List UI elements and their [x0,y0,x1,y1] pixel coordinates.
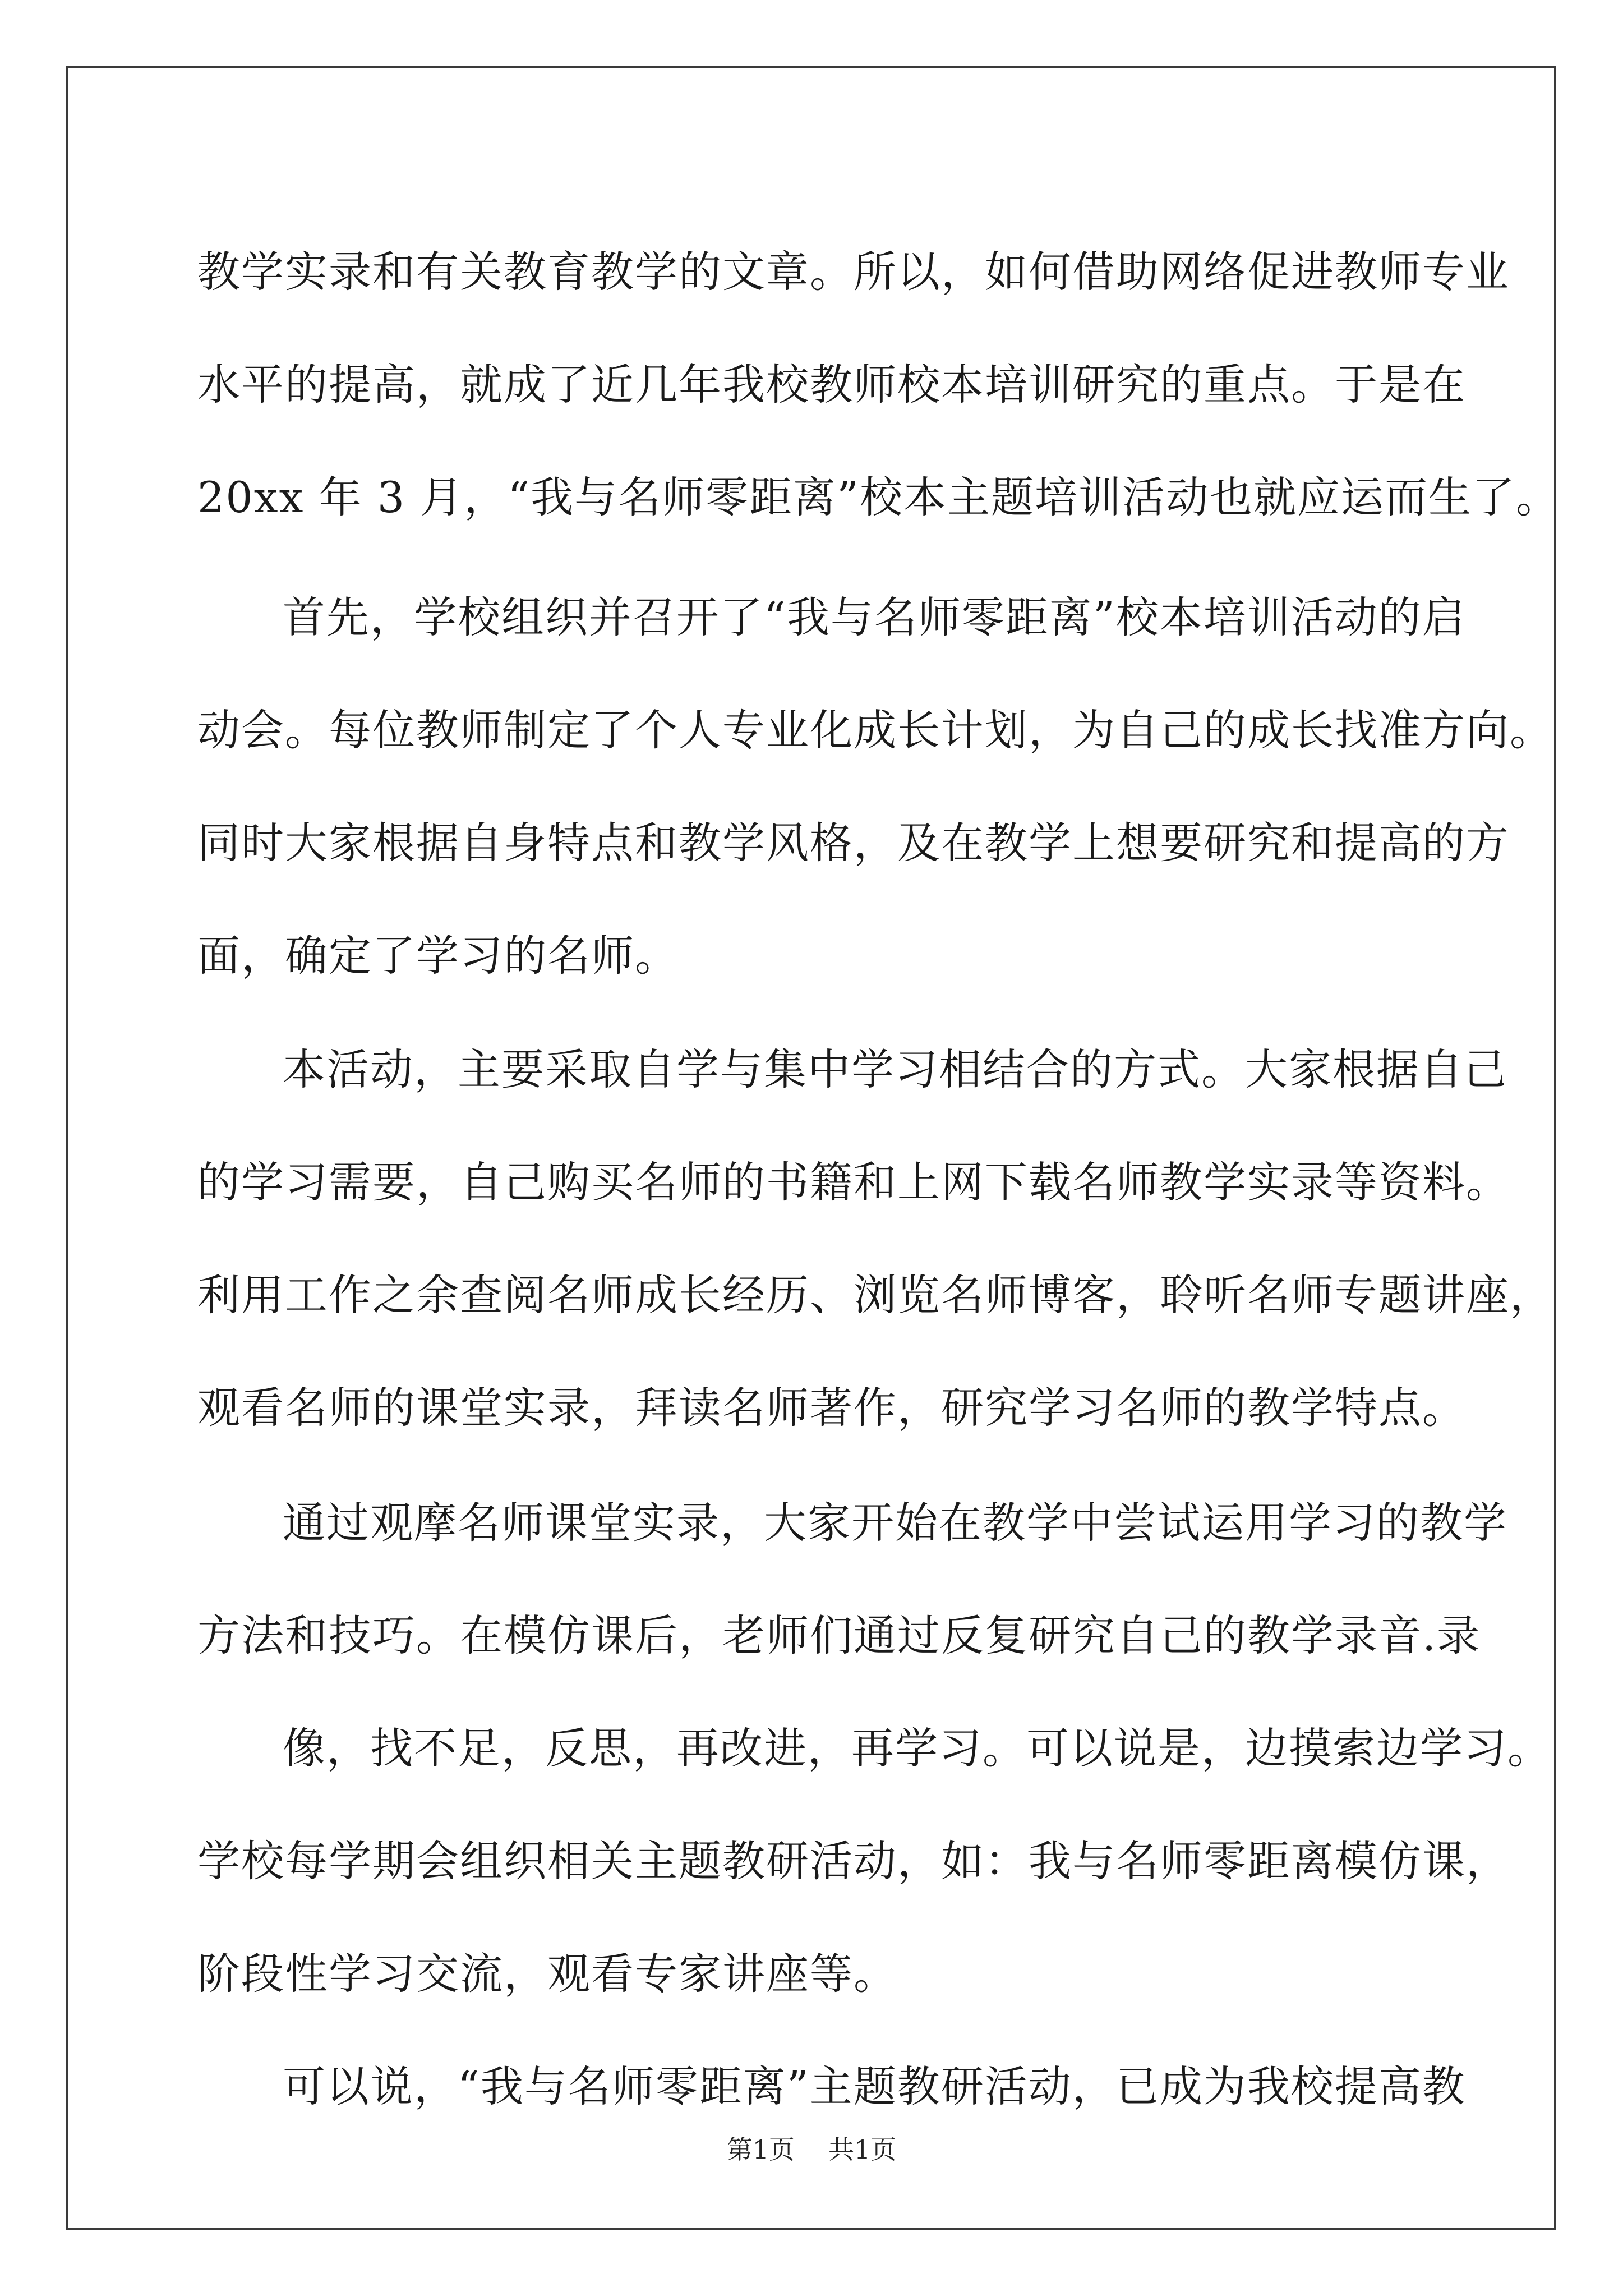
text-line: 可以说，“我与名师零距离”主题教研活动，已成为我校提高教 [283,2062,1466,2111]
text-line: 面，确定了学习的名师。 [197,931,679,981]
text-line: 首先，学校组织并召开了“我与名师零距离”校本培训活动的启 [283,592,1466,642]
text-line: 方法和技巧。在模仿课后，老师们通过反复研究自己的教学录音.录 [197,1611,1481,1660]
text-line: 观看名师的课堂实录，拜读名师著作，研究学习名师的教学特点。 [197,1383,1466,1433]
text-line: 像，找不足，反思，再改进，再学习。可以说是，边摸索边学习。 [283,1723,1551,1773]
page-number: 第1页 [726,2134,795,2165]
text-line: 利用工作之余查阅名师成长经历、浏览名师博客，聆听名师专题讲座， [197,1270,1553,1320]
text-line: 同时大家根据自身特点和教学风格，及在教学上想要研究和提高的方 [197,818,1510,868]
text-line: 通过观摩名师课堂实录，大家开始在教学中尝试运用学习的教学 [283,1498,1507,1548]
text-line: 动会。每位教师制定了个人专业化成长计划，为自己的成长找准方向。 [197,705,1553,755]
page-footer [0,2129,1623,2166]
text-line: 20xx 年 3 月，“我与名师零距离”校本主题培训活动也就应运而生了。 [197,472,1560,522]
text-line: 教学实录和有关教育教学的文章。所以，如何借助网络促进教师专业 [197,247,1510,297]
text-line: 水平的提高，就成了近几年我校教师校本培训研究的重点。于是在 [197,360,1466,409]
text-line: 的学习需要，自己购买名师的书籍和上网下载名师教学实录等资料。 [197,1157,1510,1207]
page-total: 共1页 [828,2134,897,2165]
text-line: 学校每学期会组织相关主题教研活动，如：我与名师零距离模仿课， [197,1836,1510,1886]
text-line: 本活动，主要采取自学与集中学习相结合的方式。大家根据自己 [283,1045,1507,1094]
text-line: 阶段性学习交流，观看专家讲座等。 [197,1949,897,1999]
